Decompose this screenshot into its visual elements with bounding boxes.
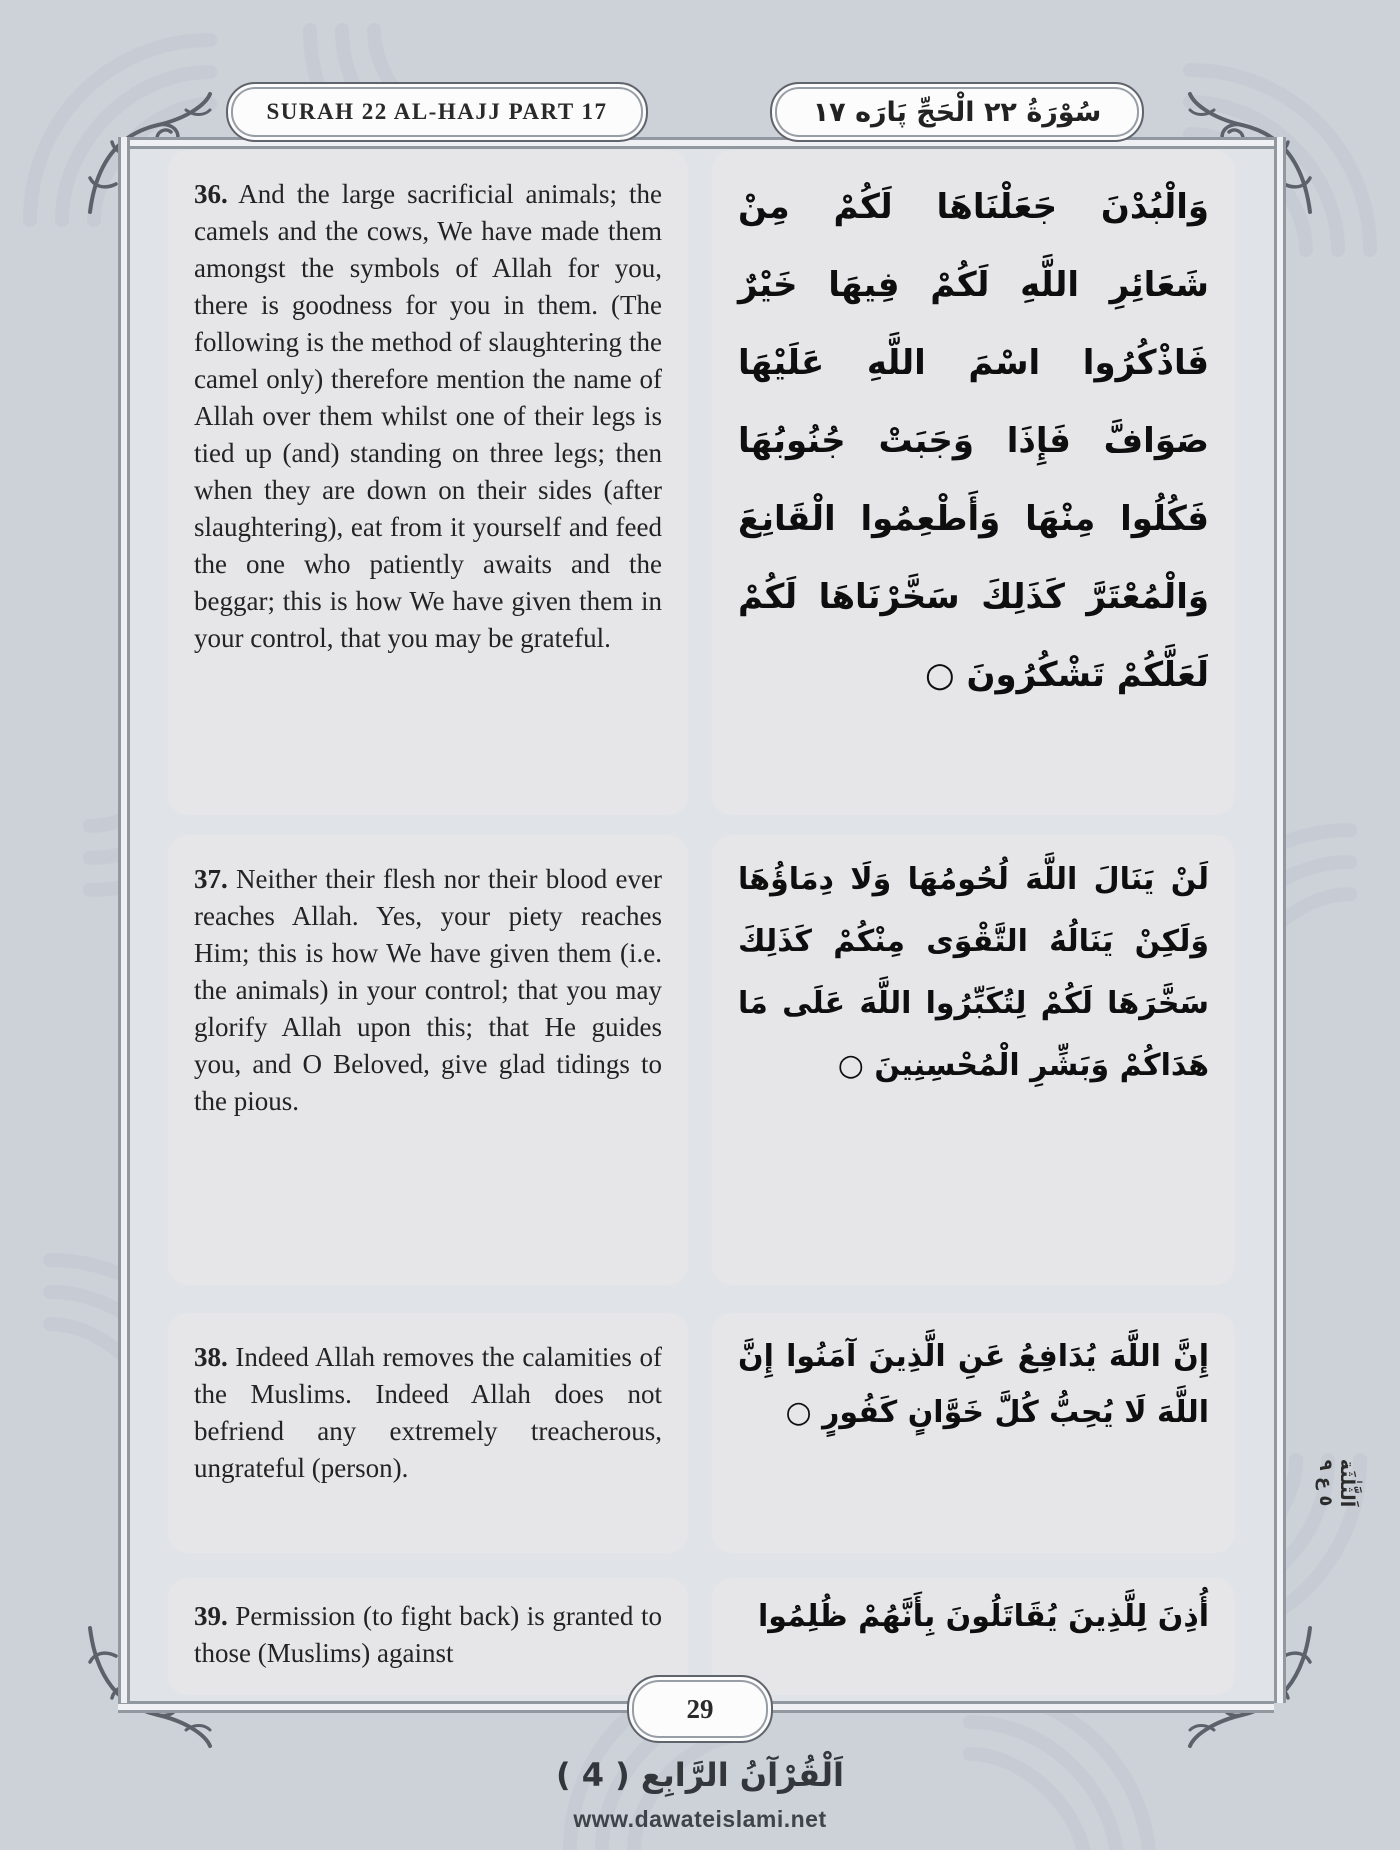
frame-right-line (1274, 137, 1286, 1703)
verse-39-translation: Permission (to fight back) is granted to those (Muslims) against (194, 1601, 662, 1668)
surah-title-english: SURAH 22 AL-HAJJ PART 17 (226, 82, 648, 142)
verse-38-arabic: إِنَّ اللَّهَ يُدَافِعُ عَنِ الَّذِينَ آمَنُوا إِنَّ اللَّهَ لَا يُحِبُّ كُلَّ خَوَّانٍ كَفُورٍ ○ (712, 1313, 1235, 1553)
website-link[interactable]: www.dawateislami.net (573, 1806, 827, 1832)
ruku-margin-marker (1288, 1424, 1384, 1542)
page-number: 29 (627, 1675, 773, 1743)
verse-37-arabic: لَنْ يَنَالَ اللَّهَ لُحُومُهَا وَلَا دِمَاؤُهَا وَلَكِنْ يَنَالُهُ التَّقْوَى مِنْكُمْ كَذَلِكَ سَخَّرَهَا لَكُمْ لِتُكَبِّرُوا اللَّهَ عَلَى مَا هَدَاكُمْ وَبَشِّرِ الْمُحْسِنِينَ ○ (712, 835, 1235, 1285)
margin-marker-ruku: ٥ ع ٩ (1315, 1459, 1336, 1507)
verse-38-english (168, 1313, 688, 1553)
verse-39-english (168, 1578, 688, 1695)
verse-37-english (168, 835, 688, 1285)
verse-39-arabic: أُذِنَ لِلَّذِينَ يُقَاتَلُونَ بِأَنَّهُمْ ظُلِمُوا (712, 1578, 1235, 1695)
verse-36-english (168, 150, 688, 815)
margin-marker-word: اَلثَّلٰثَة (1336, 1458, 1358, 1508)
verse-38-translation: Indeed Allah removes the calamities of the Muslims. Indeed Allah does not befriend any extremely treacherous, ungrateful (person). (194, 1342, 662, 1483)
verse-36-number: 36. (194, 179, 228, 209)
verse-37-number: 37. (194, 864, 228, 894)
verse-36-arabic: وَالْبُدْنَ جَعَلْنَاهَا لَكُمْ مِنْ شَعَائِرِ اللَّهِ لَكُمْ فِيهَا خَيْرٌ فَاذْكُرُوا اسْمَ اللَّهِ عَلَيْهَا صَوَافَّ فَإِذَا وَجَبَتْ جُنُوبُهَا فَكُلُوا مِنْهَا وَأَطْعِمُوا الْقَانِعَ وَالْمُعْتَرَّ كَذَلِكَ سَخَّرْنَاهَا لَكُمْ لَعَلَّكُمْ تَشْكُرُونَ ○ (712, 150, 1235, 815)
verse-39-number: 39. (194, 1601, 228, 1631)
frame-left-line (118, 137, 130, 1703)
verse-37-translation: Neither their flesh nor their blood ever reaches Allah. Yes, your piety reaches Him; this is how We have given them (i.e. the animals) in your control; that you may glorify Allah upon this; that He guides you, and O Beloved, give glad tidings to the pious. (194, 864, 663, 1116)
surah-title-arabic: سُوْرَةُ ٢٢ الْحَجِّ پَارَه ١٧ (770, 82, 1144, 142)
verse-38-number: 38. (194, 1342, 228, 1372)
footer-arabic-title: اَلْقُرْآنُ الرَّابِع ( 4 ) (555, 1756, 844, 1794)
verse-36-translation: And the large sacrificial animals; the camels and the cows, We have made them amongst the symbols of Allah for you, there is goodness for you in them. (The following is the method of slaughtering the camel only) therefore mention the name of Allah over them whilst one of their legs is tied up (and) standing on three legs; then when they are down on their sides (after slaughtering), eat from it yourself and feed the one who patiently awaits and the beggar; this is how We have given them in your control, that you may be grateful. (194, 179, 662, 653)
